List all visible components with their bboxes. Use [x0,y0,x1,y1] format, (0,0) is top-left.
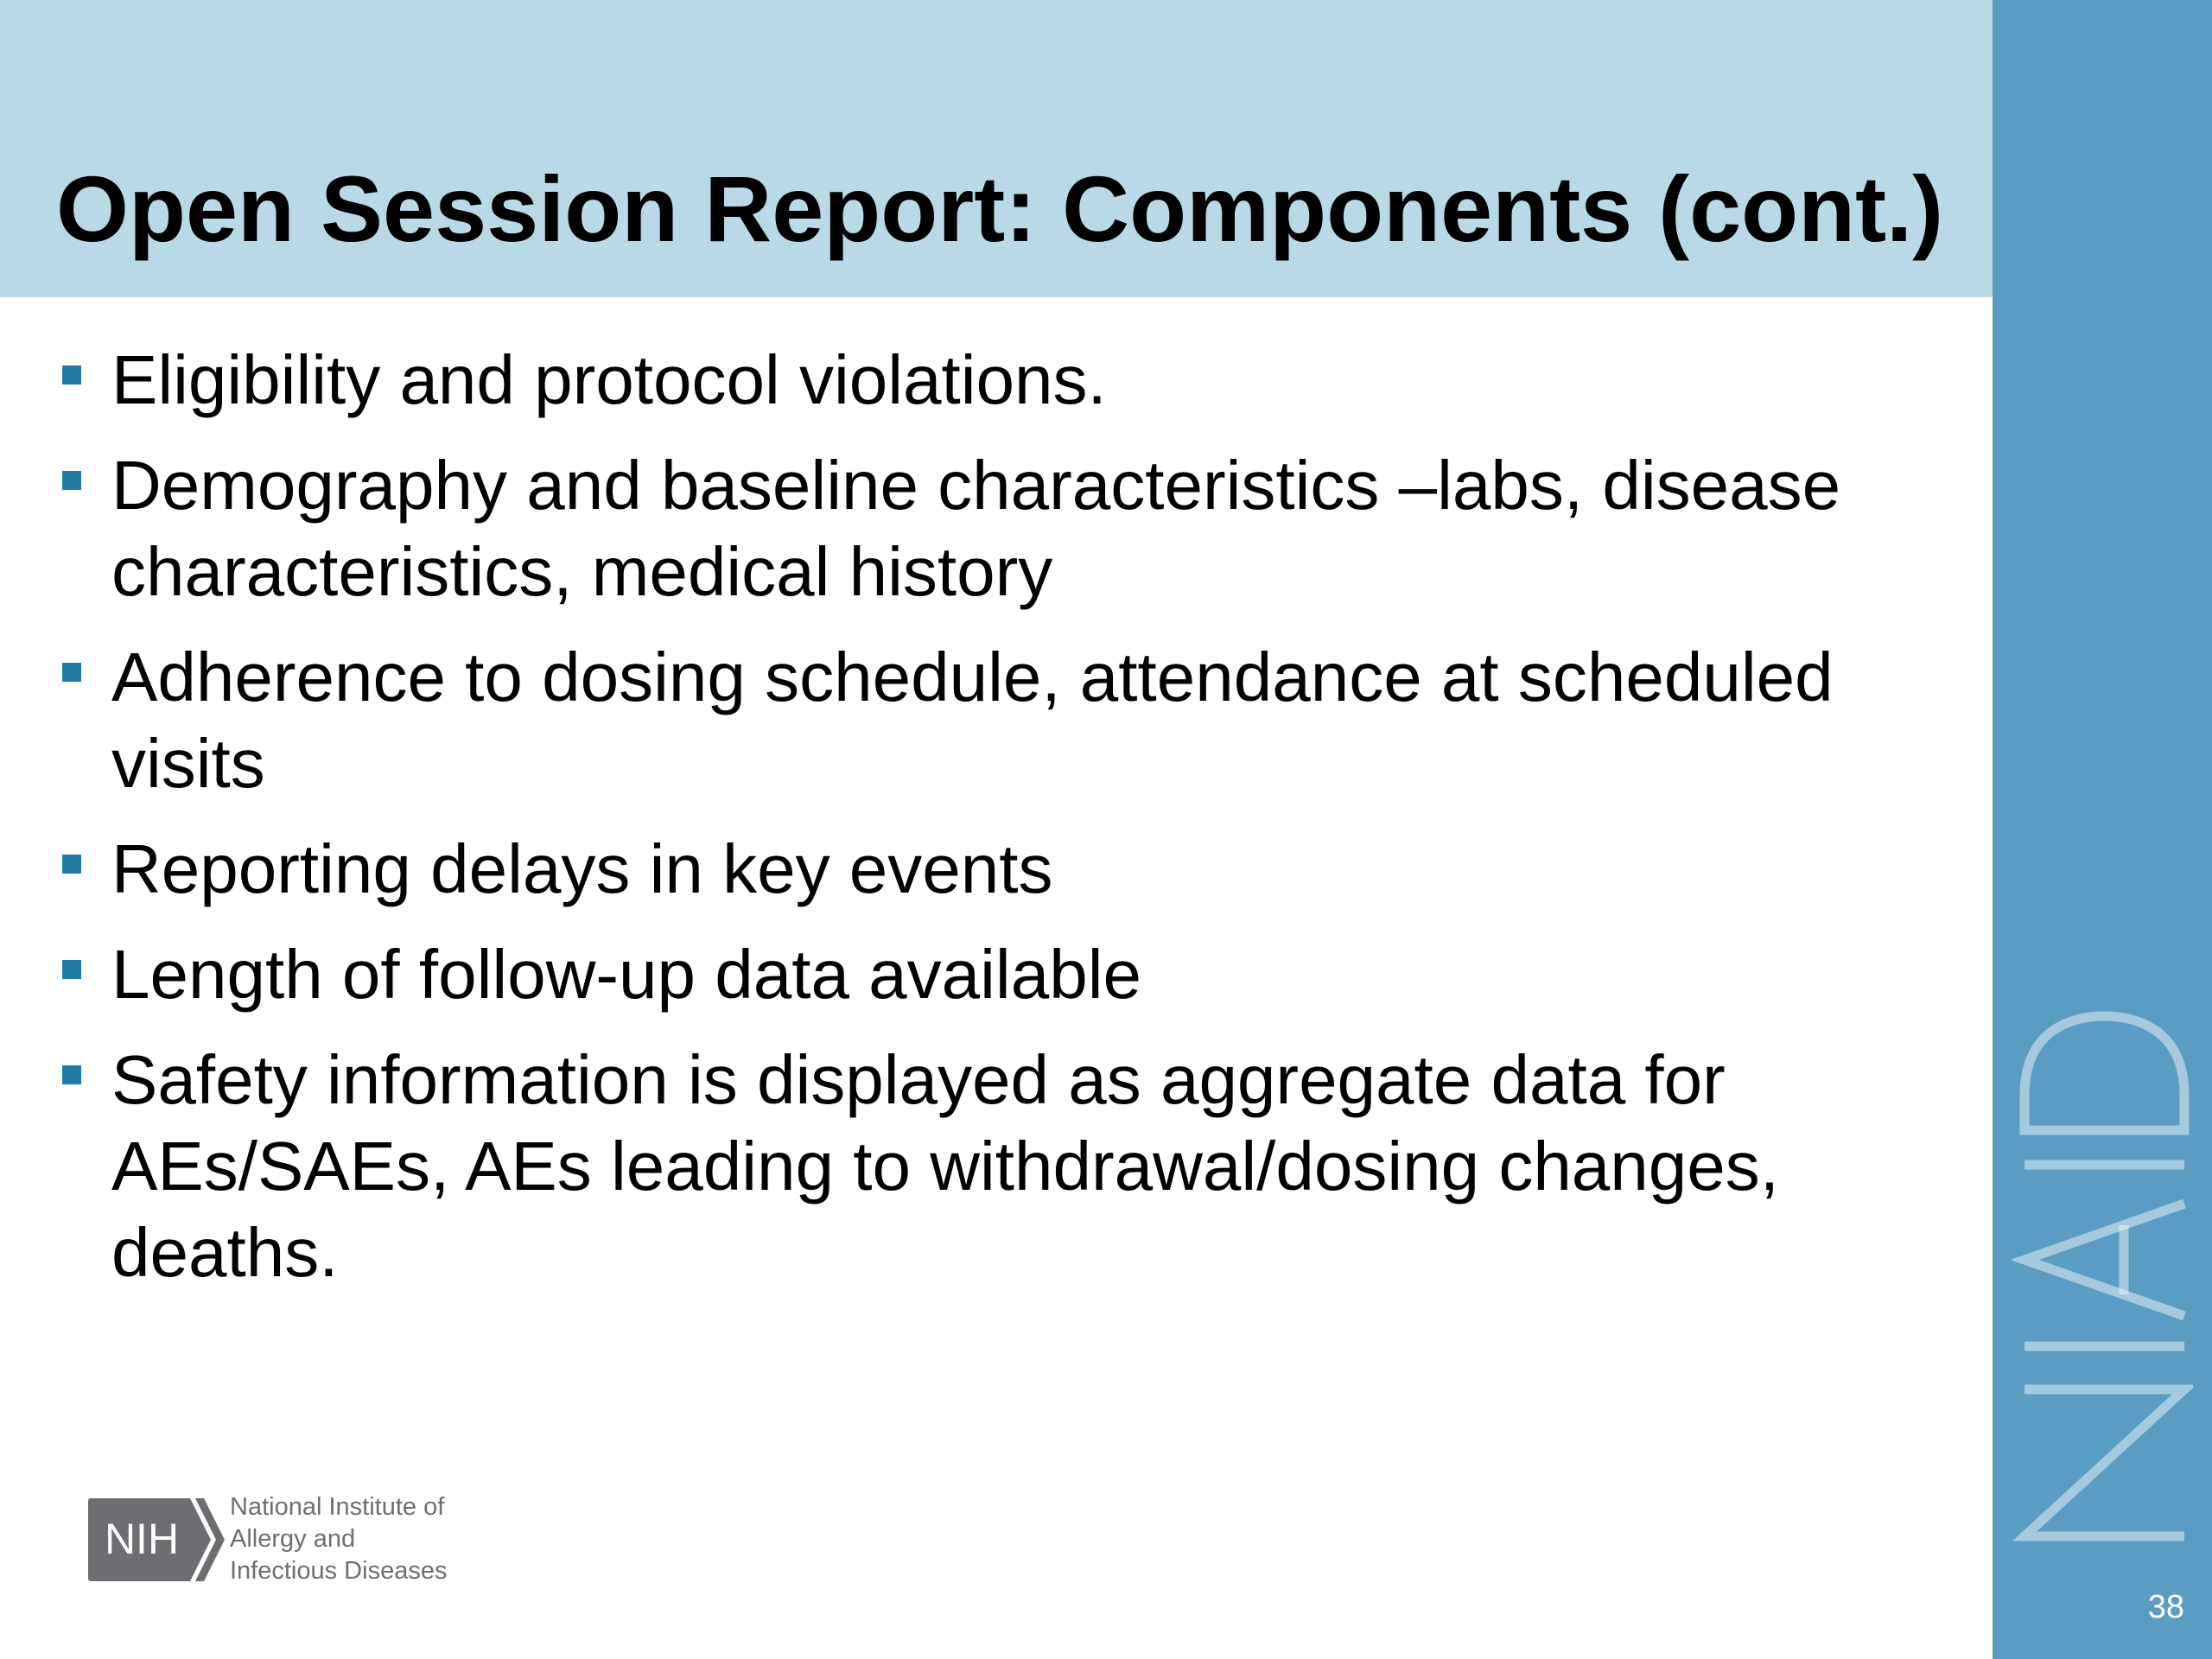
bullet-text: Length of follow-up data available [111,936,1141,1013]
bullet-item [0,931,1953,1018]
square-bullet-icon [62,1065,81,1084]
nih-org-name [230,1491,480,1587]
square-bullet-icon [62,663,81,682]
org-name-line: Allergy and [230,1525,356,1553]
square-bullet-icon [62,855,81,874]
bullet-list [0,337,1953,1315]
bullet-item [0,442,1953,615]
bullet-text: Safety information is displayed as aggregate data for AEs/SAEs, AEs leading to withdrawal/dosing changes, deaths. [111,1041,1779,1291]
org-name-line: Infectious Diseases [230,1557,448,1585]
square-bullet-icon [62,960,81,979]
bullet-text: Demography and baseline characteristics –labs, disease characteristics, medical history [111,447,1841,610]
org-name-line: National Institute of [230,1493,445,1521]
page-number: 38 [2147,1589,2184,1625]
bullet-item [0,337,1953,423]
bullet-item [0,634,1953,807]
slide-title: Open Session Report: Components (cont.) [56,156,1944,261]
nih-badge-text: NIH [104,1515,180,1563]
bullet-text: Reporting delays in key events [111,830,1053,907]
nih-chevron-logo-icon [88,1498,226,1581]
bullet-item [0,1037,1953,1296]
bullet-text: Adherence to dosing schedule, attendance at scheduled visits [111,639,1834,802]
square-bullet-icon [62,471,81,490]
square-bullet-icon [62,365,81,385]
niaid-logo [2012,1009,2193,1547]
nih-logo [88,1491,468,1588]
bullet-item [0,826,1953,912]
bullet-text: Eligibility and protocol violations. [111,341,1107,418]
